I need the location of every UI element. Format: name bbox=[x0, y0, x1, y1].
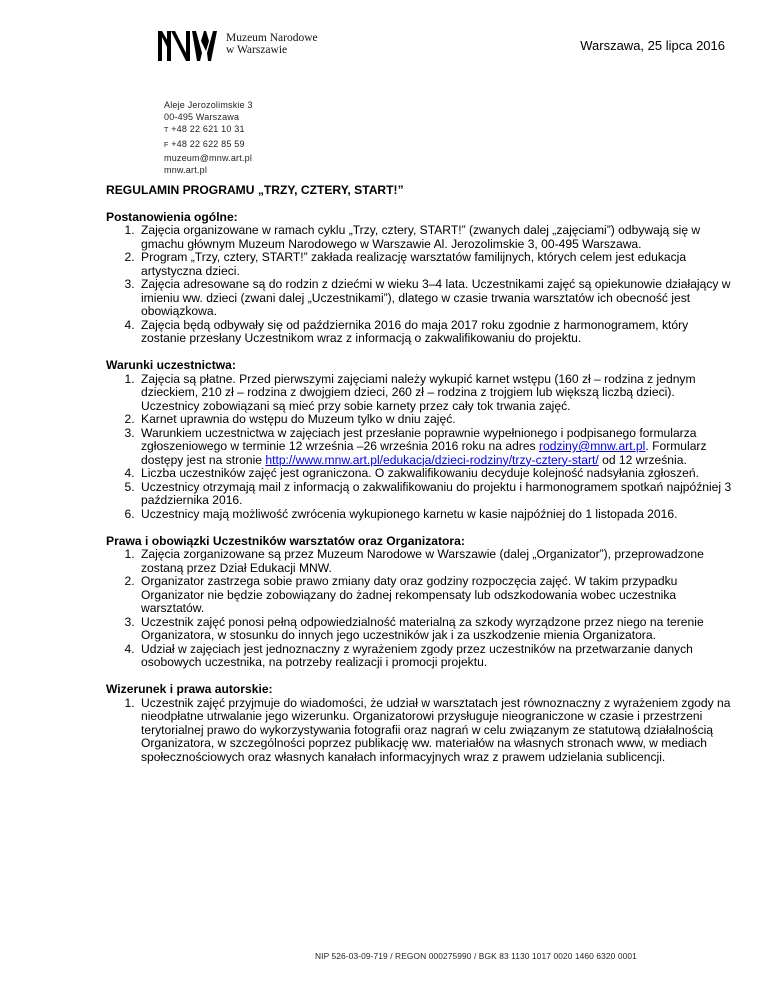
list-item: 1. Zajęcia są płatne. Przed pierwszymi zajęciami należy wykupić karnet wstępu (160 zł – rodzina z jednym dzieckiem, 210 zł – rodzina z dwojgiem dzieci, 260 zł – rodzina z trojgiem lub większą liczbą dzieci). Uczestnicy zobowiązani są mieć przy sobie karnety przez cały tok trwania zajęć. bbox=[138, 373, 736, 414]
section-heading: Wizerunek i prawa autorskie: bbox=[106, 682, 273, 696]
numbered-list bbox=[106, 548, 736, 670]
numbered-list bbox=[106, 697, 736, 765]
list-item: 5. Uczestnicy otrzymają mail z informacją o zakwalifikowaniu do projektu i harmonogramem spotkań najpóźniej 3 października 2016. bbox=[138, 481, 736, 508]
document-title: REGULAMIN PROGRAMU „TRZY, CZTERY, START!” bbox=[106, 183, 404, 197]
section-heading: Postanowienia ogólne: bbox=[106, 209, 238, 224]
document-date: Warszawa, 25 lipca 2016 bbox=[580, 38, 725, 53]
list-item: 4. Zajęcia będą odbywały się od października 2016 do maja 2017 roku zgodnie z harmonogramem, który zostanie przesłany Uczestnikom wraz z informacją o zakwalifikowaniu do projektu. bbox=[138, 319, 736, 346]
address-phone: +48 22 621 10 31 bbox=[171, 124, 245, 135]
list-item-text: Warunkiem uczestnictwa w zajęciach jest przesłanie poprawnie wypełnionego i podpisanego formularza zgłoszeniowego w terminie 12 września –26 września 2016 roku na adres bbox=[141, 425, 697, 453]
list-item: 3. Zajęcia adresowane są do rodzin z dziećmi w wieku 3–4 lata. Uczestnikami zajęć są opiekunowie działający w imieniu ww. dzieci (zwani dalej „Uczestnikami”), dlatego w czasie trwania warsztatów ich obecność jest obowiązkowa. bbox=[138, 278, 736, 319]
fax-prefix: F bbox=[164, 141, 169, 149]
list-item: 2. Organizator zastrzega sobie prawo zmiany daty oraz godziny rozpoczęcia zajęć. W takim przypadku Organizator nie będzie zobowiązany do żadnej rekompensaty lub odszkodowania wobec uczestnika warsztatów. bbox=[138, 575, 736, 616]
form-url-link[interactable]: http://www.mnw.art.pl/edukacja/dzieci-rodziny/trzy-cztery-start/ bbox=[265, 452, 599, 467]
address-fax-line bbox=[164, 138, 253, 152]
address-web: mnw.art.pl bbox=[164, 165, 208, 176]
numbered-list bbox=[106, 373, 736, 522]
list-item: 1. Uczestnik zajęć przyjmuje do wiadomości, że udział w warsztatach jest równoznaczny z wyrażeniem zgody na nieodpłatne utrwalanie jego wizerunku. Organizatorowi przysługuje nieograniczone w czasie i przestrzeni terytorialnej prawo do wykorzystywania fotografii oraz nagrań w celu związanym ze statutową działalnością Organizatora, w szczególności poprzez publikację ww. materiałów na własnych stronach www, w mediach społecznościowych oraz własnych kanałach informacyjnych wraz z prawem udzielania sublicencji. bbox=[138, 697, 736, 765]
list-item: 1. Zajęcia organizowane w ramach cyklu „Trzy, cztery, START!” (zwanych dalej „zajęciami”) odbywają się w gmachu głównym Muzeum Narodowego w Warszawie Al. Jerozolimskie 3, 00-495 Warszawa. bbox=[138, 224, 736, 251]
museum-logo bbox=[158, 31, 318, 61]
list-item: 1. Zajęcia zorganizowane są przez Muzeum Narodowe w Warszawie (dalej „Organizator”), przeprowadzone zostaną przez Dział Edukacji MNW. bbox=[138, 548, 736, 575]
list-item: 3. Uczestnik zajęć ponosi pełną odpowiedzialność materialną za szkody wyrządzone przez niego na terenie Organizatora, w stosunku do innych jego uczestników jak i za uszkodzenie mienia Organizatora. bbox=[138, 616, 736, 643]
list-item-text: od 12 września. bbox=[598, 452, 687, 467]
section-heading: Prawa i obowiązki Uczestników warsztatów oraz Organizatora: bbox=[106, 533, 465, 548]
section-image-copyright bbox=[106, 683, 736, 764]
museum-address bbox=[164, 99, 253, 176]
logo-line-2: w Warszawie bbox=[226, 44, 288, 56]
address-city: 00-495 Warszawa bbox=[164, 112, 240, 123]
list-item-with-links bbox=[138, 427, 736, 468]
mnw-logo-icon bbox=[158, 31, 220, 61]
list-item: 2. Program „Trzy, cztery, START!” zakłada realizację warsztatów familijnych, których celem jest edukacja artystyczna dzieci. bbox=[138, 251, 736, 278]
list-item: 2. Karnet uprawnia do wstępu do Muzeum tylko w dniu zajęć. bbox=[138, 413, 736, 427]
address-street: Aleje Jerozolimskie 3 bbox=[164, 100, 253, 110]
list-item: 6. Uczestnicy mają możliwość zwrócenia wykupionego karnetu w kasie najpóźniej do 1 listopada 2016. bbox=[138, 508, 736, 522]
address-fax: +48 22 622 85 59 bbox=[171, 138, 245, 149]
phone-prefix: T bbox=[164, 127, 169, 135]
email-link[interactable]: rodziny@mnw.art.pl bbox=[538, 439, 646, 453]
list-item: 4. Udział w zajęciach jest jednoznaczny z wyrażeniem zgody przez uczestników na przetwarzanie danych osobowych uczestnika, na potrzeby realizacji i promocji projektu. bbox=[138, 643, 736, 670]
numbered-list bbox=[106, 224, 736, 346]
logo-line-1: Muzeum Narodowe bbox=[226, 32, 318, 44]
list-item: 4. Liczba uczestników zajęć jest ograniczona. O zakwalifikowaniu decyduje kolejność nadsyłania zgłoszeń. bbox=[138, 467, 736, 481]
section-general bbox=[106, 211, 736, 346]
section-heading: Warunki uczestnictwa: bbox=[106, 358, 236, 372]
section-participation bbox=[106, 359, 736, 521]
list-item-text: . Formularz dostępy jest na stronie bbox=[141, 439, 707, 467]
footer-registration-info: NIP 526-03-09-719 / REGON 000275990 / BGK 83 1130 1017 0020 1460 6320 0001 bbox=[315, 951, 637, 961]
address-phone-line bbox=[164, 123, 253, 137]
address-email: muzeum@mnw.art.pl bbox=[164, 152, 253, 163]
regulations-document bbox=[106, 184, 736, 778]
section-rights-obligations bbox=[106, 535, 736, 670]
